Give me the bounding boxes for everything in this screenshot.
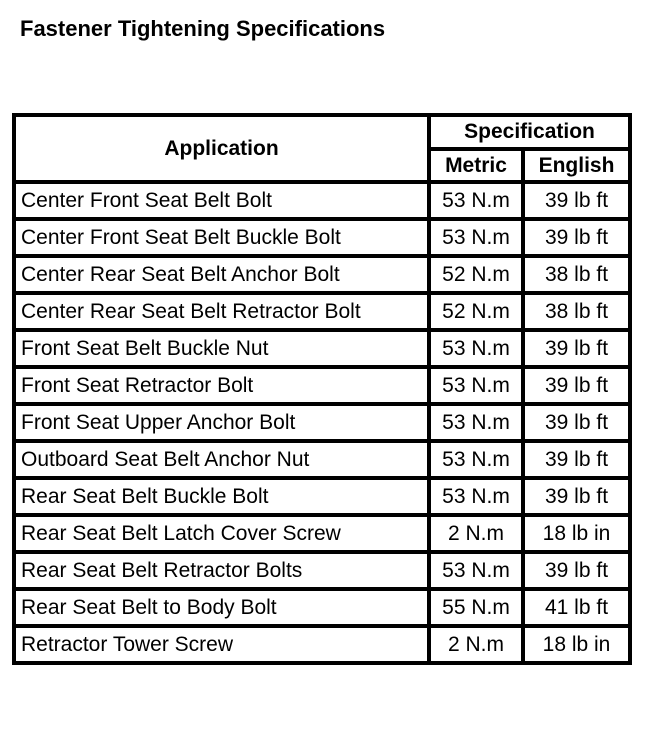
metric-value-cell: 53 N.m <box>429 330 523 367</box>
metric-value-cell: 53 N.m <box>429 478 523 515</box>
english-value-cell: 18 lb in <box>523 515 630 552</box>
application-cell: Front Seat Retractor Bolt <box>14 367 429 404</box>
table-row <box>14 219 630 256</box>
metric-value-cell: 53 N.m <box>429 219 523 256</box>
metric-value-cell: 53 N.m <box>429 367 523 404</box>
english-value-cell: 41 lb ft <box>523 589 630 626</box>
english-value-cell: 39 lb ft <box>523 552 630 589</box>
application-cell: Center Front Seat Belt Bolt <box>14 182 429 219</box>
application-header: Application <box>14 115 429 182</box>
application-cell: Center Rear Seat Belt Anchor Bolt <box>14 256 429 293</box>
application-cell: Rear Seat Belt Latch Cover Screw <box>14 515 429 552</box>
specification-header: Specification <box>429 115 630 149</box>
metric-value-cell: 52 N.m <box>429 256 523 293</box>
english-value-cell: 39 lb ft <box>523 478 630 515</box>
english-value-cell: 39 lb ft <box>523 182 630 219</box>
application-cell: Rear Seat Belt Buckle Bolt <box>14 478 429 515</box>
english-header: English <box>523 149 630 182</box>
table-row <box>14 182 630 219</box>
application-cell: Retractor Tower Screw <box>14 626 429 663</box>
table-row <box>14 441 630 478</box>
table-row <box>14 552 630 589</box>
table-row <box>14 404 630 441</box>
table-row <box>14 330 630 367</box>
table-row <box>14 515 630 552</box>
table-row <box>14 626 630 663</box>
english-value-cell: 39 lb ft <box>523 219 630 256</box>
metric-value-cell: 55 N.m <box>429 589 523 626</box>
english-value-cell: 39 lb ft <box>523 404 630 441</box>
specifications-table <box>12 113 632 665</box>
table-body <box>14 182 630 663</box>
application-cell: Center Rear Seat Belt Retractor Bolt <box>14 293 429 330</box>
metric-value-cell: 53 N.m <box>429 404 523 441</box>
application-cell: Outboard Seat Belt Anchor Nut <box>14 441 429 478</box>
english-value-cell: 39 lb ft <box>523 367 630 404</box>
metric-value-cell: 53 N.m <box>429 182 523 219</box>
metric-value-cell: 52 N.m <box>429 293 523 330</box>
metric-header: Metric <box>429 149 523 182</box>
table-row <box>14 367 630 404</box>
metric-value-cell: 53 N.m <box>429 441 523 478</box>
table-row <box>14 478 630 515</box>
metric-value-cell: 2 N.m <box>429 515 523 552</box>
table-row <box>14 293 630 330</box>
english-value-cell: 18 lb in <box>523 626 630 663</box>
application-cell: Front Seat Upper Anchor Bolt <box>14 404 429 441</box>
english-value-cell: 38 lb ft <box>523 293 630 330</box>
english-value-cell: 39 lb ft <box>523 330 630 367</box>
page-title: Fastener Tightening Specifications <box>20 16 386 41</box>
table-row <box>14 589 630 626</box>
application-cell: Center Front Seat Belt Buckle Bolt <box>14 219 429 256</box>
metric-value-cell: 53 N.m <box>429 552 523 589</box>
metric-value-cell: 2 N.m <box>429 626 523 663</box>
english-value-cell: 39 lb ft <box>523 441 630 478</box>
application-cell: Rear Seat Belt to Body Bolt <box>14 589 429 626</box>
application-cell: Rear Seat Belt Retractor Bolts <box>14 552 429 589</box>
application-cell: Front Seat Belt Buckle Nut <box>14 330 429 367</box>
table-row <box>14 256 630 293</box>
english-value-cell: 38 lb ft <box>523 256 630 293</box>
